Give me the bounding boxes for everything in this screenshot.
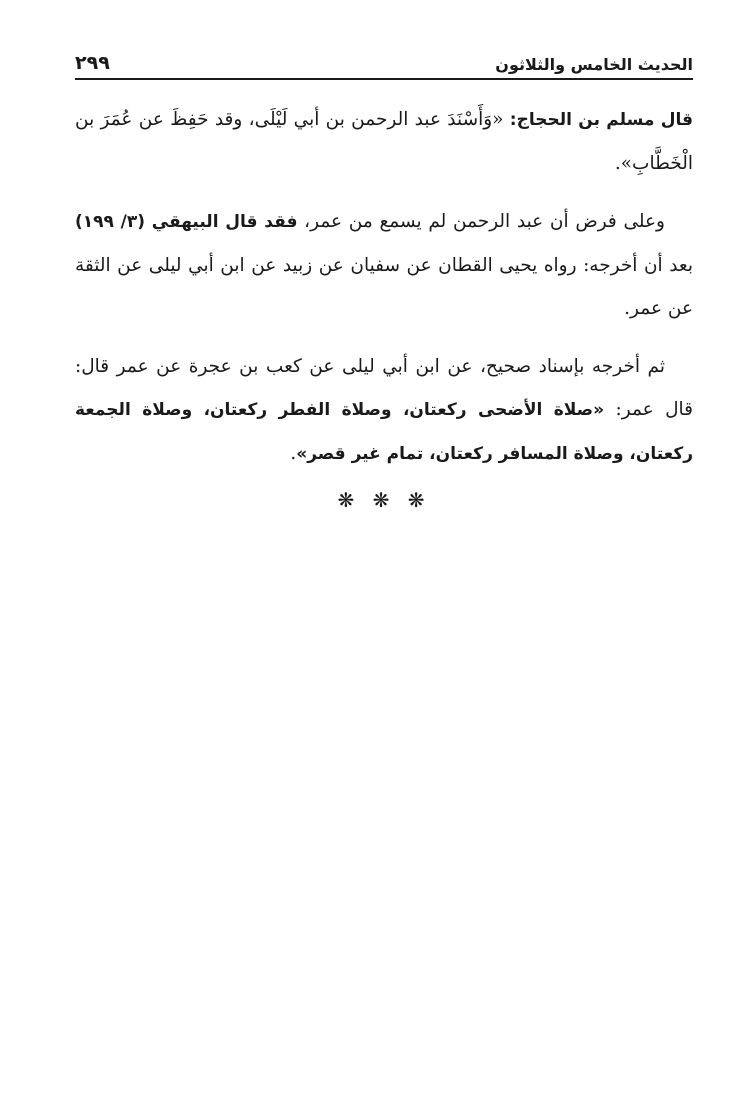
- period-mark: .: [290, 443, 297, 464]
- assumption-text: وعلى فرض أن عبد الرحمن لم يسمع من عمر،: [297, 211, 665, 232]
- section-separator: ❋ ❋ ❋: [337, 488, 431, 512]
- speaker-label: قال مسلم بن الحجاج:: [509, 110, 693, 130]
- bayhaqi-citation: فقد قال البيهقي (٣/ ١٩٩): [75, 212, 298, 232]
- isnad-text: ثم أخرجه بإسناد صحيح، عن ابن أبي ليلى عن كعب بن عجرة عن عمر قال: قال عمر:: [75, 356, 693, 420]
- chapter-title: الحديث الخامس والثلاثون: [495, 55, 693, 74]
- book-page: [75, 40, 693, 512]
- page-number: ٢٩٩: [75, 52, 110, 74]
- paragraph-sahih-isnad: [75, 345, 693, 476]
- paragraph-bayhaqi: [75, 200, 693, 330]
- paragraph-muslim-quote: [75, 98, 693, 185]
- quote-text: «وَأَسْنَدَ عبد الرحمن بن أبي لَيْلَى، وقد حَفِظَ عن عُمَرَ بن الْخَطَّابِ».: [75, 109, 693, 174]
- page-content: [75, 98, 693, 512]
- narration-chain-text: بعد أن أخرجه: رواه يحيى القطان عن سفيان عن زبيد عن ابن أبي ليلى عن الثقة عن عمر.: [75, 255, 693, 319]
- hadith-text: «صلاة الأضحى ركعتان، وصلاة الفطر ركعتان، وصلاة الجمعة ركعتان، وصلاة المسافر ركعتان، تمام غير قصر»: [75, 400, 693, 464]
- page-header: [75, 40, 693, 80]
